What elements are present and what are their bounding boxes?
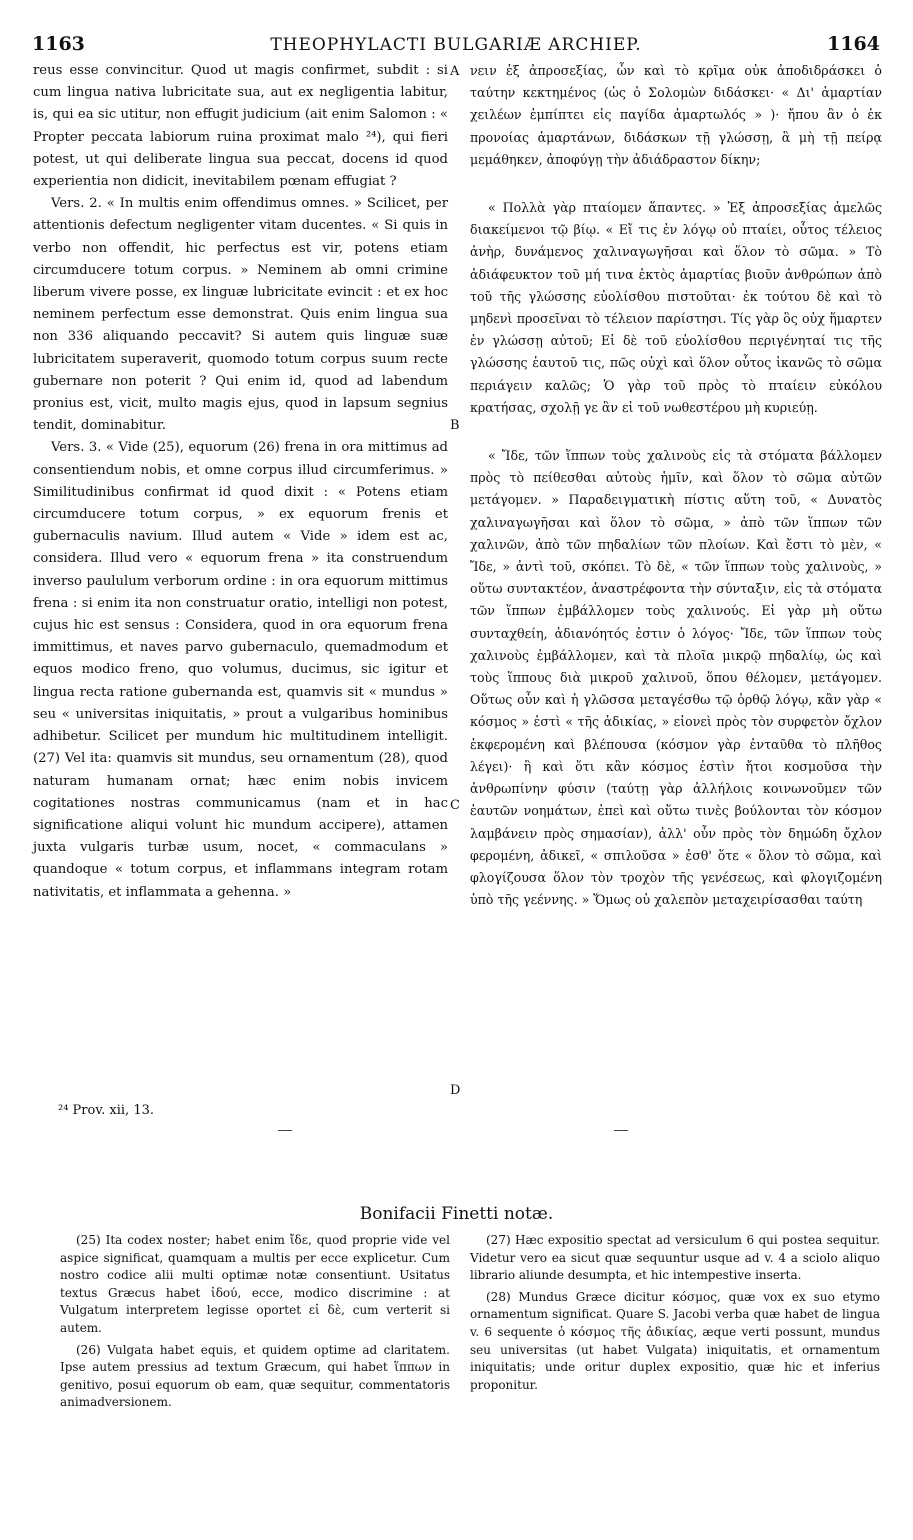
notes-right-column <box>470 1232 880 1398</box>
margin-letter: B <box>450 418 460 433</box>
note: (27) Hæc expositio spectat ad versiculum 6 qui postea sequitur. Videtur vero ea sicut quæ sequuntur usque ad v. 4 a sciolo aliquo librario aliunde desumpta, et hic intempestive inserta. <box>470 1233 880 1283</box>
note: (26) Vulgata habet equis, et quidem optime ad claritatem. Ipse autem pressius ad textum Græcum, qui habet ἵππων in genitivo, posui equorum ob eam, quæ sequitur, commentatoris animadversionem. <box>60 1342 450 1410</box>
greek-column <box>470 60 882 937</box>
greek-paragraph: « Ἴδε, τῶν ἵππων τοὺς χαλινοὺς εἰς τὰ στόματα βάλλομεν πρὸς τὸ πείθεσθαι αὐτοὺς ἡμῖν, καὶ ὅλον τὸ σῶμα αὐτῶν μετάγομεν. » Παραδειγματικὴ πίστις αὕτη τοῦ, « Δυνατὸς χαλιναγωγῆσαι καὶ ὅλον τὸ σῶμα, » ἀπὸ τῶν ἵππων τῶν χαλινῶν, ἀπὸ τῶν πηδαλίων τῶν πλοίων. Καὶ ἔστι τὸ μὲν, « Ἴδε, » ἀντὶ τοῦ, σκόπει. Τὸ δὲ, « τῶν ἵππων τοὺς χαλινοὺς, » οὕτω συντακτέον, ἀναστρέφοντα τὴν σύνταξιν, εἰς τὰ στόματα τῶν ἵππων ἐμβάλλομεν τοὺς χαλινούς. Εἰ γὰρ μὴ οὕτω συνταχθείη, ἀδιανόητός ἐστιν ὁ λόγος· Ἴδε, τῶν ἵππων τοὺς χαλινοὺς ἐμβάλλομεν, καὶ τὰ πλοῖα μικρῷ πηδαλίῳ, ὡς καὶ τοὺς ἵππους διὰ μικροῦ χαλινοῦ, ὅπου θέλομεν, μετάγομεν. Οὕτως οὖν καὶ ἡ γλῶσσα μεταγέσθω τῷ ὀρθῷ λόγῳ, κἂν γὰρ « κόσμος » ἐστὶ « τῆς ἀδικίας, » εἰονεὶ πρὸς τὸν συρφετὸν ὄχλον ἐκφερομένη καὶ βλέπουσα (κόσμον γὰρ ἐνταῦθα τὸ πλῆθος λέγει)· ἢ καὶ ὅτι κἂν κόσμος ἐστὶν ἤτοι κοσμοῦσα τὴν ἀνθρωπίνην φύσιν (ταύτῃ γὰρ ἀλλήλοις κοινωνοῦμεν τῶν ἑαυτῶν νοημάτων, ἐπεὶ καὶ οὕτω τινὲς βούλονται τὸν κόσμον λαμβάνειν πρὸς σημασίαν), ἀλλ' οὖν πρὸς τὸν δημώδη ὄχλον φερομένη, ἀδικεῖ, « σπιλοῦσα » ἐσθ' ὅτε « ὅλον τὸ σῶμα, καὶ φλογίζουσα ὅλον τὸν τροχὸν τῆς γενέσεως, καὶ φλογιζομένη ὑπὸ τῆς γεέννης. » Ὅμως οὐ χαλεπὸν μεταχειρίσασθαι ταύτη <box>470 448 882 908</box>
margin-letter: A <box>450 64 460 79</box>
running-title: THEOPHYLACTI BULGARIÆ ARCHIEP. <box>270 35 642 55</box>
footnote: ²⁴ Prov. xii, 13. <box>58 1103 154 1118</box>
latin-column <box>33 60 448 904</box>
divider <box>278 1130 292 1131</box>
divider <box>614 1130 628 1131</box>
page-header <box>32 33 880 59</box>
notes-title: Bonifacii Finetti notæ. <box>359 1204 554 1224</box>
page-number-left: 1163 <box>32 33 85 55</box>
margin-letter: C <box>450 798 460 813</box>
latin-paragraph: reus esse convincitur. Quod ut magis confirmet, subdit : si cum lingua nativa lubricitate sua, aut ex negligentia labitur, is, qui ea sic utitur, non effugit judicium (ait enim Salomon : « Propter peccata labiorum ruina proximat malo ²⁴), qui fieri potest, ut qui deliberate lingua sua peccat, docens id quod experientia non didicit, inevitabilem pœnam effugiat ? <box>33 63 448 190</box>
note: (25) Ita codex noster; habet enim ἴδε, quod proprie vide vel aspice significat, quamquam a multis per ecce explicetur. Cum nostro codice alii multi optimæ notæ consentiunt. Usitatus textus Græcus habet ἰδού, ecce, modico discrimine : at Vulgatum interpretem legisse oportet εἰ δὲ, cum verterit si autem. <box>60 1233 450 1335</box>
page-number-right: 1164 <box>827 33 880 55</box>
notes-left-column <box>60 1232 450 1416</box>
margin-letter: D <box>450 1083 461 1098</box>
greek-paragraph: « Πολλὰ γὰρ πταίομεν ἅπαντες. » Ἐξ ἀπροσεξίας ἀμελῶς διακείμενοι τῷ βίῳ. « Εἴ τις ἐν λόγῳ οὐ πταίει, οὗτος τέλειος ἀνὴρ, δυνάμενος χαλιναγωγῆσαι καὶ ὅλον τὸ σῶμα. » Τὸ ἀδιάφευκτον τοῦ μή τινα ἐκτὸς ἁμαρτίας βιοῦν ἀνθρώπων ἀπὸ τοῦ τῆς γλώσσης εὐολίσθου πιστοῦται· ἐκ τούτου δὲ καὶ τὸ μηδενὶ προσεῖναι τὸ τέλειον παρίστησι. Τίς γὰρ ὃς οὐχ ἥμαρτεν ἐν γλώσσῃ αὐτοῦ; Εἰ δὲ τοῦ εὐολίσθου περιγένηταί τις τῆς γλώσσης ἑαυτοῦ τις, πῶς οὐχὶ καὶ ὅλον οὗτος ἱκανῶς τὸ σῶμα περιάγειν καλῶς; Ὁ γὰρ τοῦ πρὸς τὸ πταίειν εὐκόλου κρατήσας, σχολῇ γε ἂν εἰ τοῦ νωθεστέρου μὴ κυριεύῃ. <box>470 200 882 415</box>
greek-paragraph: νειν ἐξ ἀπροσεξίας, ὧν καὶ τὸ κρῖμα οὐκ ἀποδιδράσκει ὁ ταύτην κεκτημένος (ὡς ὁ Σολομὼν διδάσκει· « Δι' ἁμαρτίαν χειλέων ἐμπίπτει εἰς παγίδα ἁμαρτωλός » )· ἤπου ἂν ὁ ἐκ προνοίας ἁμαρτάνων, διδάσκων τῇ γλώσσῃ, ἃ μὴ τῇ πείρᾳ μεμάθηκεν, ἀποφύγῃ τὴν ἀδιάδραστον δίκην; <box>470 63 882 167</box>
note: (28) Mundus Græce dicitur κόσμος, quæ vox ex suo etymo ornamentum significat. Quare S. Jacobi verba quæ habet de lingua v. 6 sequente ὁ κόσμος τῆς ἀδικίας, æque verti possunt, mundus seu universitas (ut habet Vulgata) iniquitatis, et ornamentum iniquitatis; unde oritur duplex expositio, quæ hic et inferius proponitur. <box>470 1289 880 1392</box>
latin-paragraph: Vers. 2. « In multis enim offendimus omnes. » Scilicet, per attentionis defectum negligenter vitam ducentes. « Si quis in verbo non offendit, hic perfectus est vir, potens etiam circumducere totum corpus. » Neminem ab omni crimine liberum vivere posse, ex linguæ lubricitate evincit : et ex hoc neminem perfectum esse demonstrat. Quis enim lingua sua non 336 aliquando peccavit? Si autem quis linguæ suæ lubricitatem superaverit, quomodo totum corpus suum recte gubernare non poterit ? Qui enim id, quod ad labendum pronius est, vicit, multo magis ejus, quod in lapsum segnius tendit, dominabitur. <box>33 196 448 434</box>
latin-paragraph: Vers. 3. « Vide (25), equorum (26) frena in ora mittimus ad consentiendum nobis, et omne corpus illud circumferimus. » Similitudinibus confirmat id quod dixit : « Potens etiam circumducere totum corpus, » ex equorum frenis et gubernaculis navium. Illud autem « Vide » idem est ac, considera. Illud vero « equorum frena » ita construendum inverso paululum verborum ordine : in ora equorum mittimus frena : si enim ita non construatur oratio, intelligi non potest, cujus hic est sensus : Considera, quod in ora equorum frena immittimus, et naves parvo gubernaculo, quemadmodum et equos modico freno, quo volumus, ducimus, sic igitur et lingua recta ratione gubernanda est, quamvis sit « mundus » seu « universitas iniquitatis, » prout a vulgaribus hominibus adhibetur. Scilicet per mundum hic multitudinem intelligit. (27) Vel ita: quamvis sit mundus, seu ornamentum (28), quod naturam humanam ornat; hæc enim nobis invicem cogitationes nostras communicamus (nam et in hac significatione aliqui volunt hic mundum accipere), attamen juxta vulgaris turbæ usum, nocet, « commaculans » quandoque « totum corpus, et inflammans integram rotam nativitatis, et inflammata a gehenna. » <box>33 440 448 900</box>
